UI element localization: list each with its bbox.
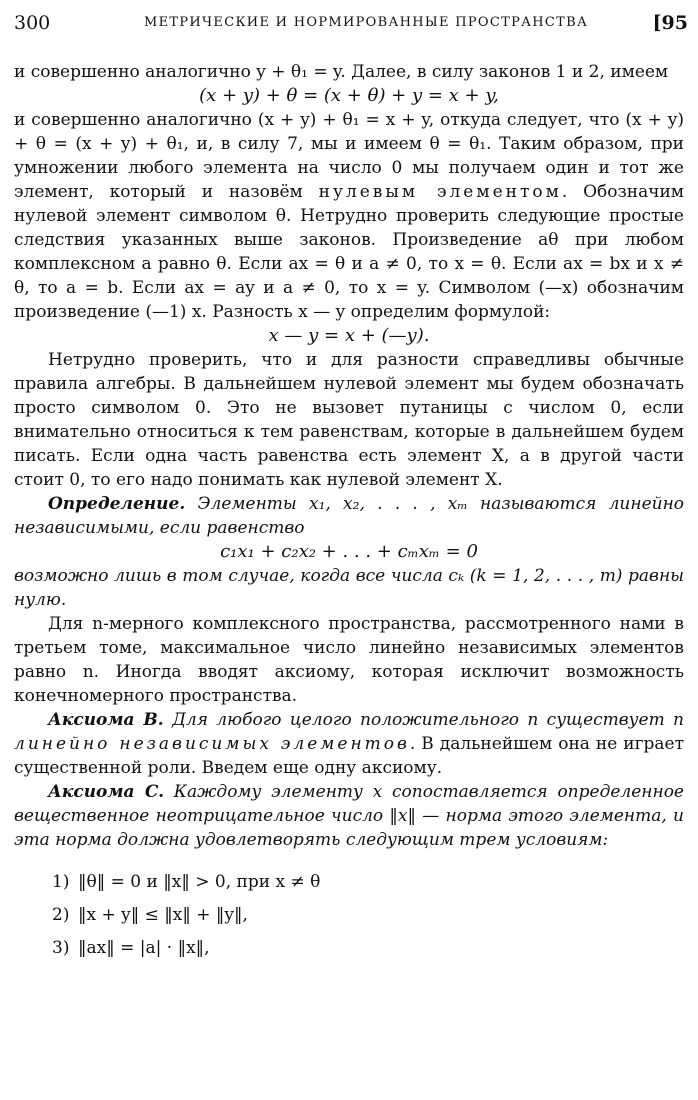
page-number: 300: [14, 12, 51, 34]
axiom-b-text-c: В дальнейшем она не играет существенной роли. Введем еще одну аксиому.: [14, 734, 684, 778]
axiom-c: [14, 780, 684, 852]
paragraph-1: и совершенно аналогично y + θ₁ = y. Далее, в силу законов 1 и 2, имеем: [14, 62, 669, 82]
paragraph-4: возможно лишь в том случае, когда все числа cₖ (k = 1, 2, . . . , m) равны нулю.: [14, 566, 684, 610]
equation-2: x — y = x + (—y).: [268, 325, 430, 346]
axiom-b-text-b: .: [409, 734, 416, 754]
condition-2: [52, 899, 684, 932]
condition-1: [52, 866, 684, 899]
paragraph-2-text-a: и совершенно аналогично (x + y) + θ₁ = x + y, откуда следует, что (x + y) + θ = (x + y) + θ₁, и, в силу 7, мы и имеем θ = θ₁. Таким образом, при умножении любого элемента на число 0 мы получаем один и тот же элемент, который и назовём: [14, 110, 684, 202]
section-number: [95: [652, 12, 688, 34]
paragraph-3: Нетрудно проверить, что и для разности справедливы обычные правила алгебры. В дальнейшем нулевой элемент мы будем обозначать просто символом 0. Это не вызовет путаницы с числом 0, если внимательно относиться к тем равенствам, которые в дальнейшем будем писать. Если одна часть равенства есть элемент X, а в другой части стоит 0, то его надо понимать как нулевой элемент X.: [14, 350, 684, 490]
definition-label: Определение.: [48, 494, 186, 514]
paragraph-2: [14, 108, 684, 324]
paragraph-2-text-b: . Обозначим нулевой элемент символом θ. Нетрудно проверить следующие простые следствия указанных выше законов. Произведение aθ при любом комплексном a равно θ. Если ax = θ и a ≠ 0, то x = θ. Если ax = bx и x ≠ θ, то a = b. Если ax = ay и a ≠ 0, то x = y. Символом (—x) обозначим произведение (—1) x. Разность x — y определим формулой:: [14, 182, 685, 322]
condition-3-number: 3): [52, 938, 70, 958]
condition-1-number: 1): [52, 872, 70, 892]
axiom-c-label: Аксиома C.: [48, 782, 165, 802]
definition-text: Элементы x₁, x₂, . . . , xₘ называются линейно независимыми, если равенство: [14, 494, 685, 538]
axiom-b-label: Аксиома B.: [48, 710, 164, 730]
axiom-b-text-a: Для любого целого положительного n существует n: [172, 710, 684, 730]
running-title: МЕТРИЧЕСКИЕ И НОРМИРОВАННЫЕ ПРОСТРАНСТВА: [144, 15, 589, 30]
condition-1-text: ‖θ‖ = 0 и ‖x‖ > 0, при x ≠ θ: [78, 872, 321, 892]
axiom-c-text: Каждому элементу x сопоставляется определенное вещественное неотрицательное число ‖x‖ — норма этого элемента, и эта норма должна удовлетворять следующим трем условиям:: [14, 782, 684, 850]
paragraph-5: Для n-мерного комплексного пространства, рассмотренного нами в третьем томе, максимальное число линейно независимых элементов равно n. Иногда вводят аксиому, которая исключит возможность конечномерного пространства.: [14, 614, 684, 706]
axiom-b: [14, 708, 684, 780]
term-zero-element: нулевым элементом: [318, 182, 562, 202]
axiom-b-term: линейно независимых элементов: [14, 734, 410, 754]
page-body: [14, 60, 684, 965]
equation-1: (x + y) + θ = (x + θ) + y = x + y,: [199, 85, 499, 106]
condition-3: [52, 932, 684, 965]
page-header: [14, 12, 688, 40]
equation-3: c₁x₁ + c₂x₂ + . . . + cₘxₘ = 0: [220, 541, 478, 562]
condition-3-text: ‖ax‖ = |a| · ‖x‖,: [78, 938, 210, 958]
norm-conditions-list: [14, 866, 684, 965]
definition: [14, 492, 684, 540]
condition-2-text: ‖x + y‖ ≤ ‖x‖ + ‖y‖,: [78, 905, 248, 925]
condition-2-number: 2): [52, 905, 70, 925]
